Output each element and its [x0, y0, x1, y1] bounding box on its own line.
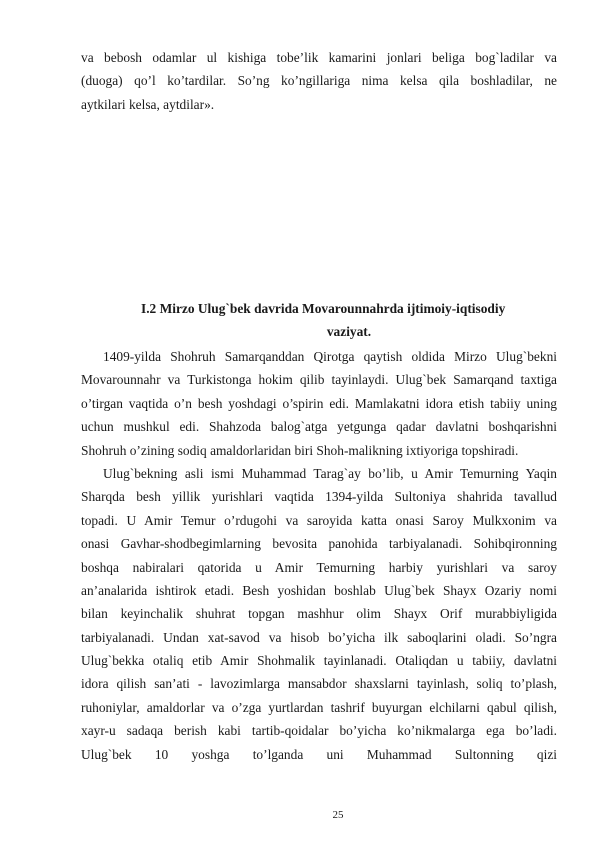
text-line: ruhoniylar, amaldorlar va o’zga yurtlardan tashrif buyurgan elchilarni qabul qilish, — [81, 699, 557, 715]
text-line: boshqa nabiralari qatorida u Amir Temurning harbiy yurishlari va saroy — [81, 559, 557, 575]
text-line: Ulug`bekning asli ismi Muhammad Tarag`ay bo’lib, u Amir Temurning Yaqin — [103, 465, 557, 481]
section-heading — [81, 297, 557, 344]
body-text — [81, 345, 557, 766]
text-line: uchun mushkul edi. Shahzoda balog`atga yetgunga qadar davlatni boshqarishni — [81, 419, 557, 435]
page-number: 25 — [332, 809, 344, 821]
text-line: Sharqda besh yillik yurishlari vaqtida 1394-yilda Sultoniya shahrida tavallud — [81, 489, 557, 505]
text-line: idora qilish san’ati - lavozimlarga mansabdor shaxslarni tayinlash, soliq to’plash, — [81, 676, 557, 692]
text-line: 1409-yilda Shohruh Samarqanddan Qirotga qaytish oldida Mirzo Ulug`bekni — [103, 349, 557, 364]
paragraph-2 — [81, 462, 557, 766]
text-line: (duoga) qo’l ko’tardilar. So’ng ko’ngillariga nima kelsa qila boshladilar, ne — [81, 73, 557, 89]
paragraph-1 — [81, 345, 557, 462]
text-line: o’tirgan vaqtida o’n besh yoshdagi o’spirin edi. Mamlakatni idora etish tabiiy uning — [81, 395, 557, 411]
text-line: tarbiyalanadi. Undan xat-savod va hisob bo’yicha ilk saboqlarini oladi. So’ngra — [81, 629, 557, 645]
text-line: Movarounnahr va Turkistonga hokim qilib tayinlaydi. Ulug`bek Samarqand taxtiga — [81, 372, 557, 388]
section-heading-line-1: I.2 Mirzo Ulug`bek davrida Movarounnahrda ijtimoiy-iqtisodiy — [141, 301, 506, 316]
text-line: Ulug`bek 10 yoshga to’lganda uni Muhammad Sultonning qizi — [81, 746, 557, 762]
text-line: Ulug`bekka otaliq etib Amir Shohmalik tayinlanadi. Otaliqdan u tabiiy, davlatni — [81, 653, 557, 669]
text-line: Shohruh o’zining sodiq amaldorlaridan biri Shoh-malikning ixtiyoriga topshiradi. — [81, 442, 519, 458]
section-heading-line-2: vaziyat. — [326, 324, 372, 340]
text-line: aytkilari kelsa, aytdilar». — [81, 96, 215, 112]
text-line: xayr-u sadaqa berish kabi tartib-qoidalar bo’yicha ko’nikmalarga ega bo’ladi. — [81, 723, 557, 739]
text-line: topadi. U Amir Temur o’rdugohi va saroyida katta onasi Saroy Mulkxonim va — [81, 512, 557, 528]
text-line: an’analarida ishtirok etadi. Besh yoshidan boshlab Ulug`bek Shayx Ozariy nomi — [81, 582, 557, 598]
text-line: va bebosh odamlar ul kishiga tobe’lik kamarini jonlari beliga bog`ladilar va — [81, 50, 557, 65]
text-line: onasi Gavhar-shodbegimlarning bevosita panohida tarbiyalanadi. Sohibqironning — [81, 536, 557, 552]
intro-paragraph — [81, 46, 557, 116]
text-line: bilan keyinchalik shuhrat topgan mashhur olim Shayx Orif murabbiyligida — [81, 606, 557, 622]
